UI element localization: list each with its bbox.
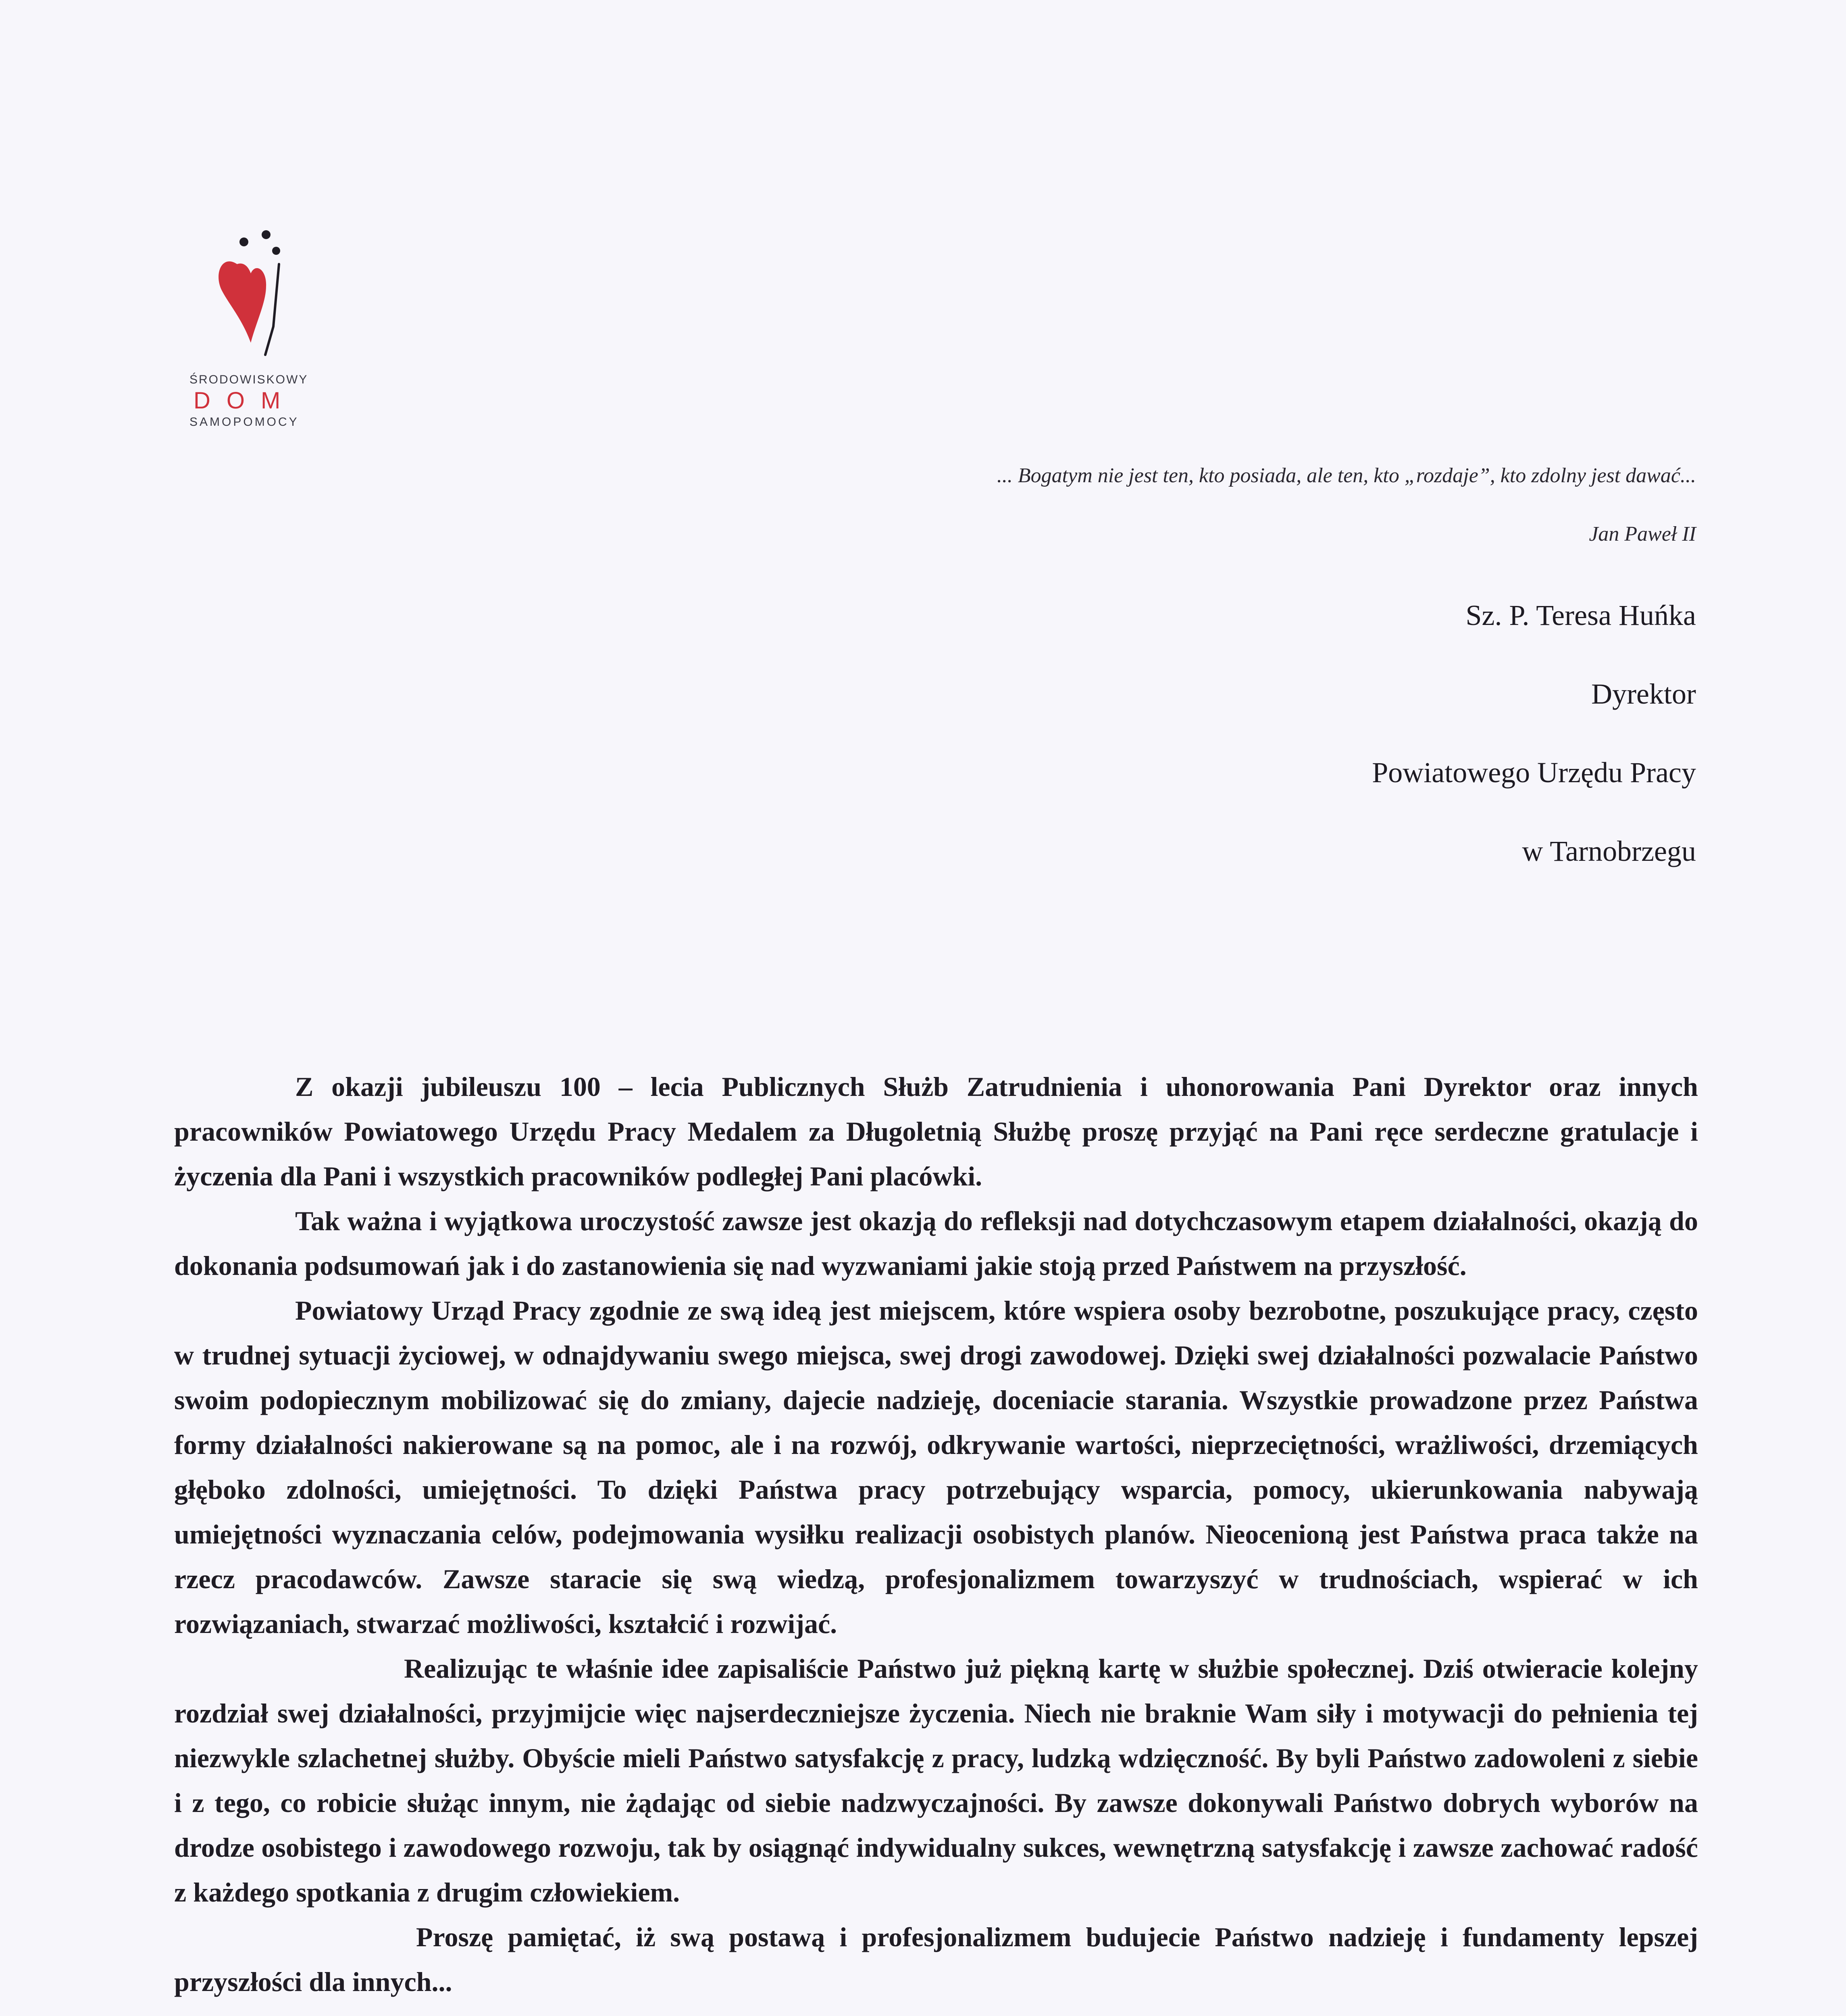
organization-logo (189, 226, 359, 435)
body-paragraph: Tak ważna i wyjątkowa uroczystość zawsze jest okazją do refleksji nad dotychczasowym etapem działalności, okazją do dokonania podsumowań jak i do zastanowienia się nad wyzwaniami jakie stoją przed Państwem na przyszłość. (174, 1206, 1698, 1281)
body-paragraph: Powiatowy Urząd Pracy zgodnie ze swą ideą jest miejscem, które wspiera osoby bezrobotne, poszukujące pracy, często w trudnej sytuacji życiowej, w odnajdywaniu swego miejsca, swej drogi zawodowej. Dzięki swej działalności pozwalacie Państwo swoim podopiecznym mobilizować się do zmiany, dajecie nadzieję, doceniacie starania. Wszystkie prowadzone przez Państwa formy działalności nakierowane są na pomoc, ale i na rozwój, odkrywanie wartości, nieprzeciętności, wrażliwości, drzemiących głęboko zdolności, umiejętności. To dzięki Państwa pracy potrzebujący wsparcia, pomocy, ukierunkowania nabywają umiejętności wyznaczania celów, podejmowania wysiłku realizacji osobistych planów. Nieocenioną jest Państwa praca także na rzecz pracodawców. Zawsze staracie się swą wiedzą, profesjonalizmem towarzyszyć w trudnościach, wspierać w ich rozwiązaniach, stwarzać możliwości, kształcić i rozwijać. (174, 1295, 1698, 1639)
addressee-name: Sz. P. Teresa Huńka (1465, 599, 1696, 631)
logo-text-top: ŚRODOWISKOWY (189, 373, 308, 386)
body-paragraph: Realizując te właśnie idee zapisaliście Państwo już piękną kartę w służbie społecznej. Dziś otwieracie kolejny rozdział swej działalności, przyjmijcie więc najserdeczniejsze życzenia. Niech nie braknie Wam siły i motywacji do pełnienia tej niezwykle szlachetnej służby. Obyście mieli Państwo satysfakcję z pracy, ludzką wdzięczność. By byli Państwo zadowoleni z siebie i z tego, co robicie służąc innym, nie żądając od siebie nadzwyczajności. By zawsze dokonywali Państwo dobrych wyborów na drodze osobistego i zawodowego rozwoju, tak by osiągnąć indywidualny sukces, wewnętrzną satysfakcję i zawsze zachować radość z każdego spotkania z drugim człowiekiem. (174, 1653, 1698, 1908)
motto-author: Jan Paweł II (1589, 523, 1696, 546)
motto-quote: ... Bogatym nie jest ten, kto posiada, ale ten, kto „rozdaje”, kto zdolny jest dawać... (997, 464, 1696, 487)
heart-with-figures-icon (206, 226, 310, 363)
addressee-city: w Tarnobrzegu (1522, 835, 1696, 867)
body-paragraph: Proszę pamiętać, iż swą postawą i profesjonalizmem budujecie Państwo nadzieję i fundamenty lepszej przyszłości dla innych... (174, 1922, 1698, 1997)
logo-text-main: DOM (194, 387, 297, 414)
body-paragraph: Z okazji jubileuszu 100 – lecia Publicznych Służb Zatrudnienia i uhonorowania Pani Dyrektor oraz innych pracowników Powiatowego Urzędu Pracy Medalem za Długoletnią Służbę proszę przyjąć na Pani ręce serdeczne gratulacje i życzenia dla Pani i wszystkich pracowników podległej Pani placówki. (174, 1071, 1698, 1191)
logo-text-bottom: SAMOPOMOCY (189, 415, 299, 429)
letter-body (174, 1064, 1698, 2004)
addressee-title: Dyrektor (1591, 678, 1696, 710)
addressee-institution: Powiatowego Urzędu Pracy (1372, 756, 1696, 789)
